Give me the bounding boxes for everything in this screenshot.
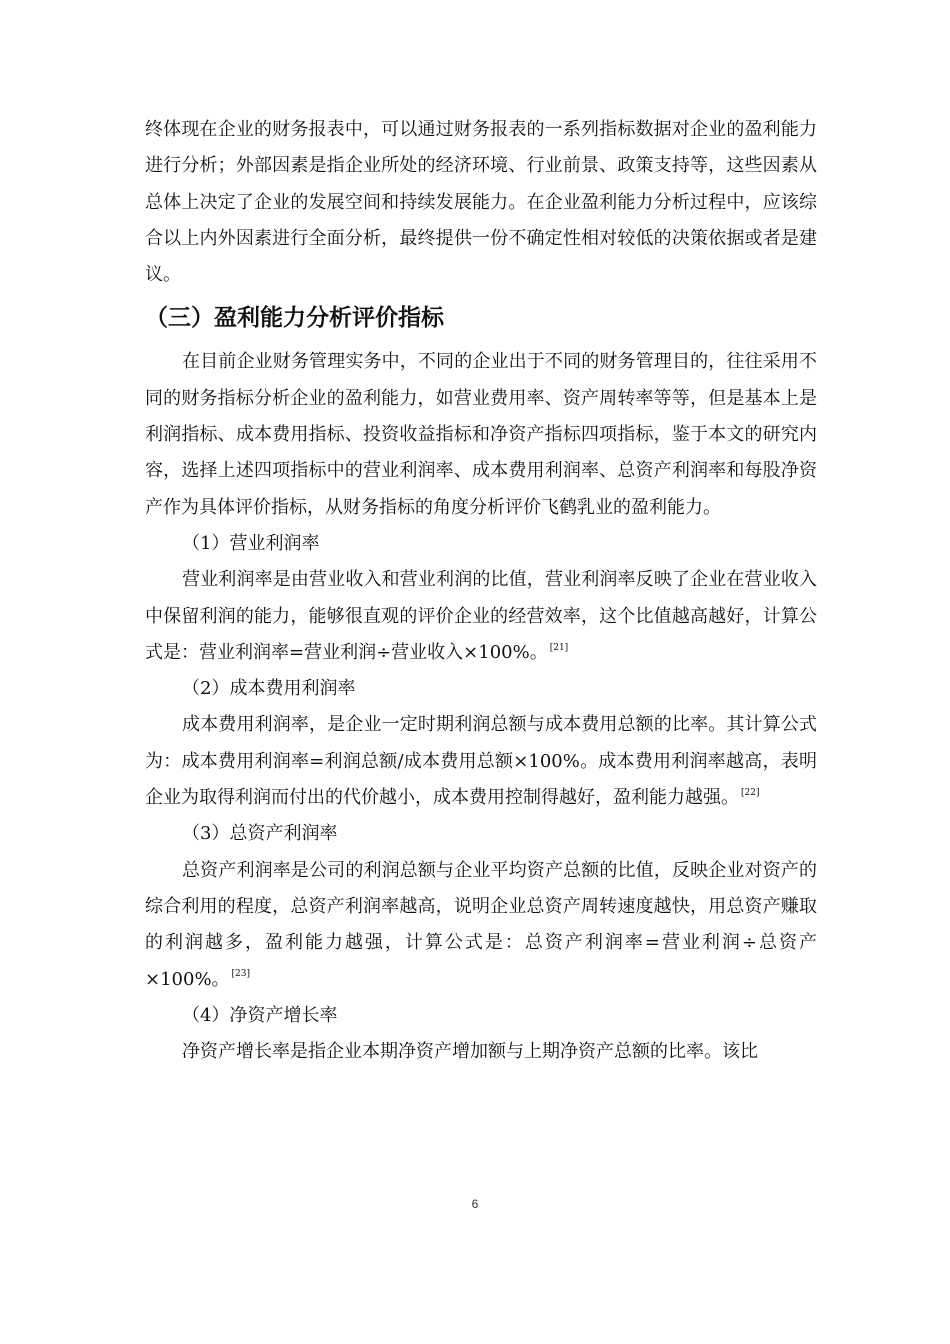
item-heading-total-asset-profit-margin: （3）总资产利润率 [182,823,338,845]
intro-paragraph: 终体现在企业的财务报表中，可以通过财务报表的一系列指标数据对企业的盈利能力进行分析；外部因素是指企业所处的经济环境、行业前景、政策支持等，这些因素从总体上决定了企业的发展空间和持续发展能力。在企业盈利能力分析过程中，应该综合以上内外因素进行全面分析，最终提供一份不确定性相对较低的决策依据或者是建议。 [145,119,817,286]
citation-ref: [22] [741,787,760,798]
item-heading-operating-profit-margin: （1）营业利润率 [182,532,320,554]
item-text: 成本费用利润率，是企业一定时期利润总额与成本费用总额的比率。其计算公式为：成本费用利润率=利润总额/成本费用总额×100%。成本费用利润率越高，表明企业为取得利润而付出的代价越小，成本费用控制得越好，盈利能力越强。 [145,714,817,809]
item-text: 营业利润率是由营业收入和营业利润的比值，营业利润率反映了企业在营业收入中保留利润的能力，能够很直观的评价企业的经营效率，这个比值越高越好，计算公式是：营业利润率=营业利润÷营业收入×100%。 [145,569,817,663]
item-paragraph-cost-expense-profit-margin [145,707,817,816]
item-heading-cost-expense-profit-margin: （2）成本费用利润率 [182,678,356,700]
item-paragraph-net-asset-growth-rate [145,1034,817,1070]
page-content [145,112,817,1070]
item-paragraph-operating-profit-margin [145,562,817,671]
item-text: 净资产增长率是指企业本期净资产增加额与上期净资产总额的比率。该比 [182,1041,758,1063]
page-number: 6 [471,1197,479,1211]
citation-ref: [23] [231,969,251,980]
section-heading: （三）盈利能力分析评价指标 [145,305,444,332]
item-text: 总资产利润率是公司的利润总额与企业平均资产总额的比值，反映企业对资产的综合利用的程度，总资产利润率越高，说明企业总资产周转速度越快，用总资产赚取的利润越多，盈利能力越强，计算公式是：总资产利润率=营业利润÷总资产×100%。 [145,859,817,990]
citation-ref: [21] [549,642,569,653]
item-heading-net-asset-growth-rate: （4）净资产增长率 [182,1004,338,1026]
overview-paragraph: 在目前企业财务管理实务中，不同的企业出于不同的财务管理目的，往往采用不同的财务指标分析企业的盈利能力，如营业费用率、资产周转率等等，但是基本上是利润指标、成本费用指标、投资收益指标和净资产指标四项指标，鉴于本文的研究内容，选择上述四项指标中的营业利润率、成本费用利润率、总资产利润率和每股净资产作为具体评价指标，从财务指标的角度分析评价飞鹤乳业的盈利能力。 [145,351,817,518]
item-paragraph-total-asset-profit-margin [145,853,817,998]
